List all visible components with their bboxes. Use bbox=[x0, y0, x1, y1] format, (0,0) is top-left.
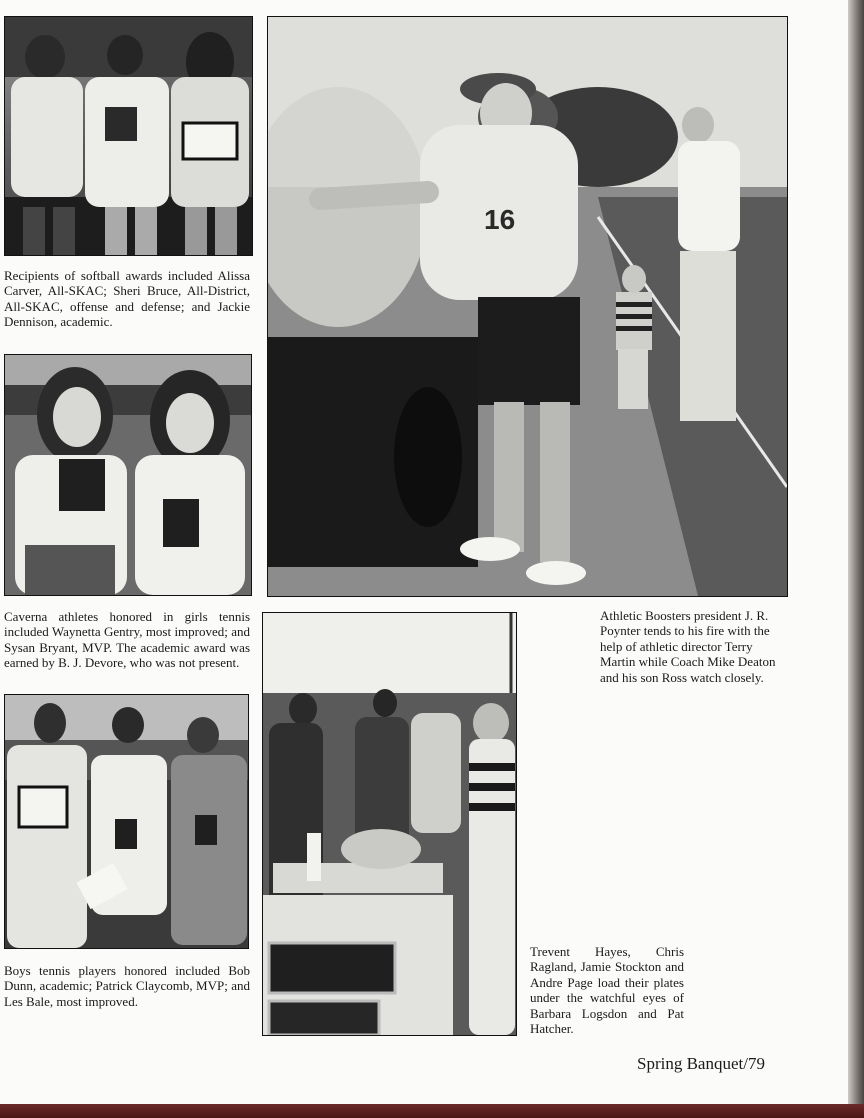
page-folio: Spring Banquet/79 bbox=[637, 1054, 765, 1073]
banquet-line-photo bbox=[262, 612, 517, 1036]
softball-awards-photo bbox=[4, 16, 253, 256]
girls-tennis-photo bbox=[4, 354, 252, 596]
book-binding-edge bbox=[848, 0, 864, 1118]
softball-awards-caption: Recipients of softball awards included Alissa Carver, All-SKAC; Sheri Bruce, All-District, All-SKAC, offense and defense; and Jackie Dennison, academic. bbox=[4, 268, 250, 330]
boosters-grill-photo bbox=[267, 16, 788, 597]
girls-tennis-caption: Caverna athletes honored in girls tennis included Waynetta Gentry, most improved; and Sysan Bryant, MVP. The academic award was earned by B. J. Devore, who was not present. bbox=[4, 609, 250, 671]
boys-tennis-caption: Boys tennis players honored included Bob Dunn, academic; Patrick Claycomb, MVP; and Les Bale, most improved. bbox=[4, 963, 250, 1009]
banquet-line-caption: Trevent Hayes, Chris Ragland, Jamie Stockton and Andre Page load their plates under the watchful eyes of Barbara Logsdon and Pat Hatcher. bbox=[530, 944, 684, 1037]
boosters-grill-caption: Athletic Boosters president J. R. Poynter tends to his fire with the help of athletic director Terry Martin while Coach Mike Deaton and his son Ross watch closely. bbox=[600, 608, 776, 685]
page-bottom-edge bbox=[0, 1104, 864, 1118]
boys-tennis-photo bbox=[4, 694, 249, 949]
shirt-number: 16 bbox=[484, 204, 516, 235]
